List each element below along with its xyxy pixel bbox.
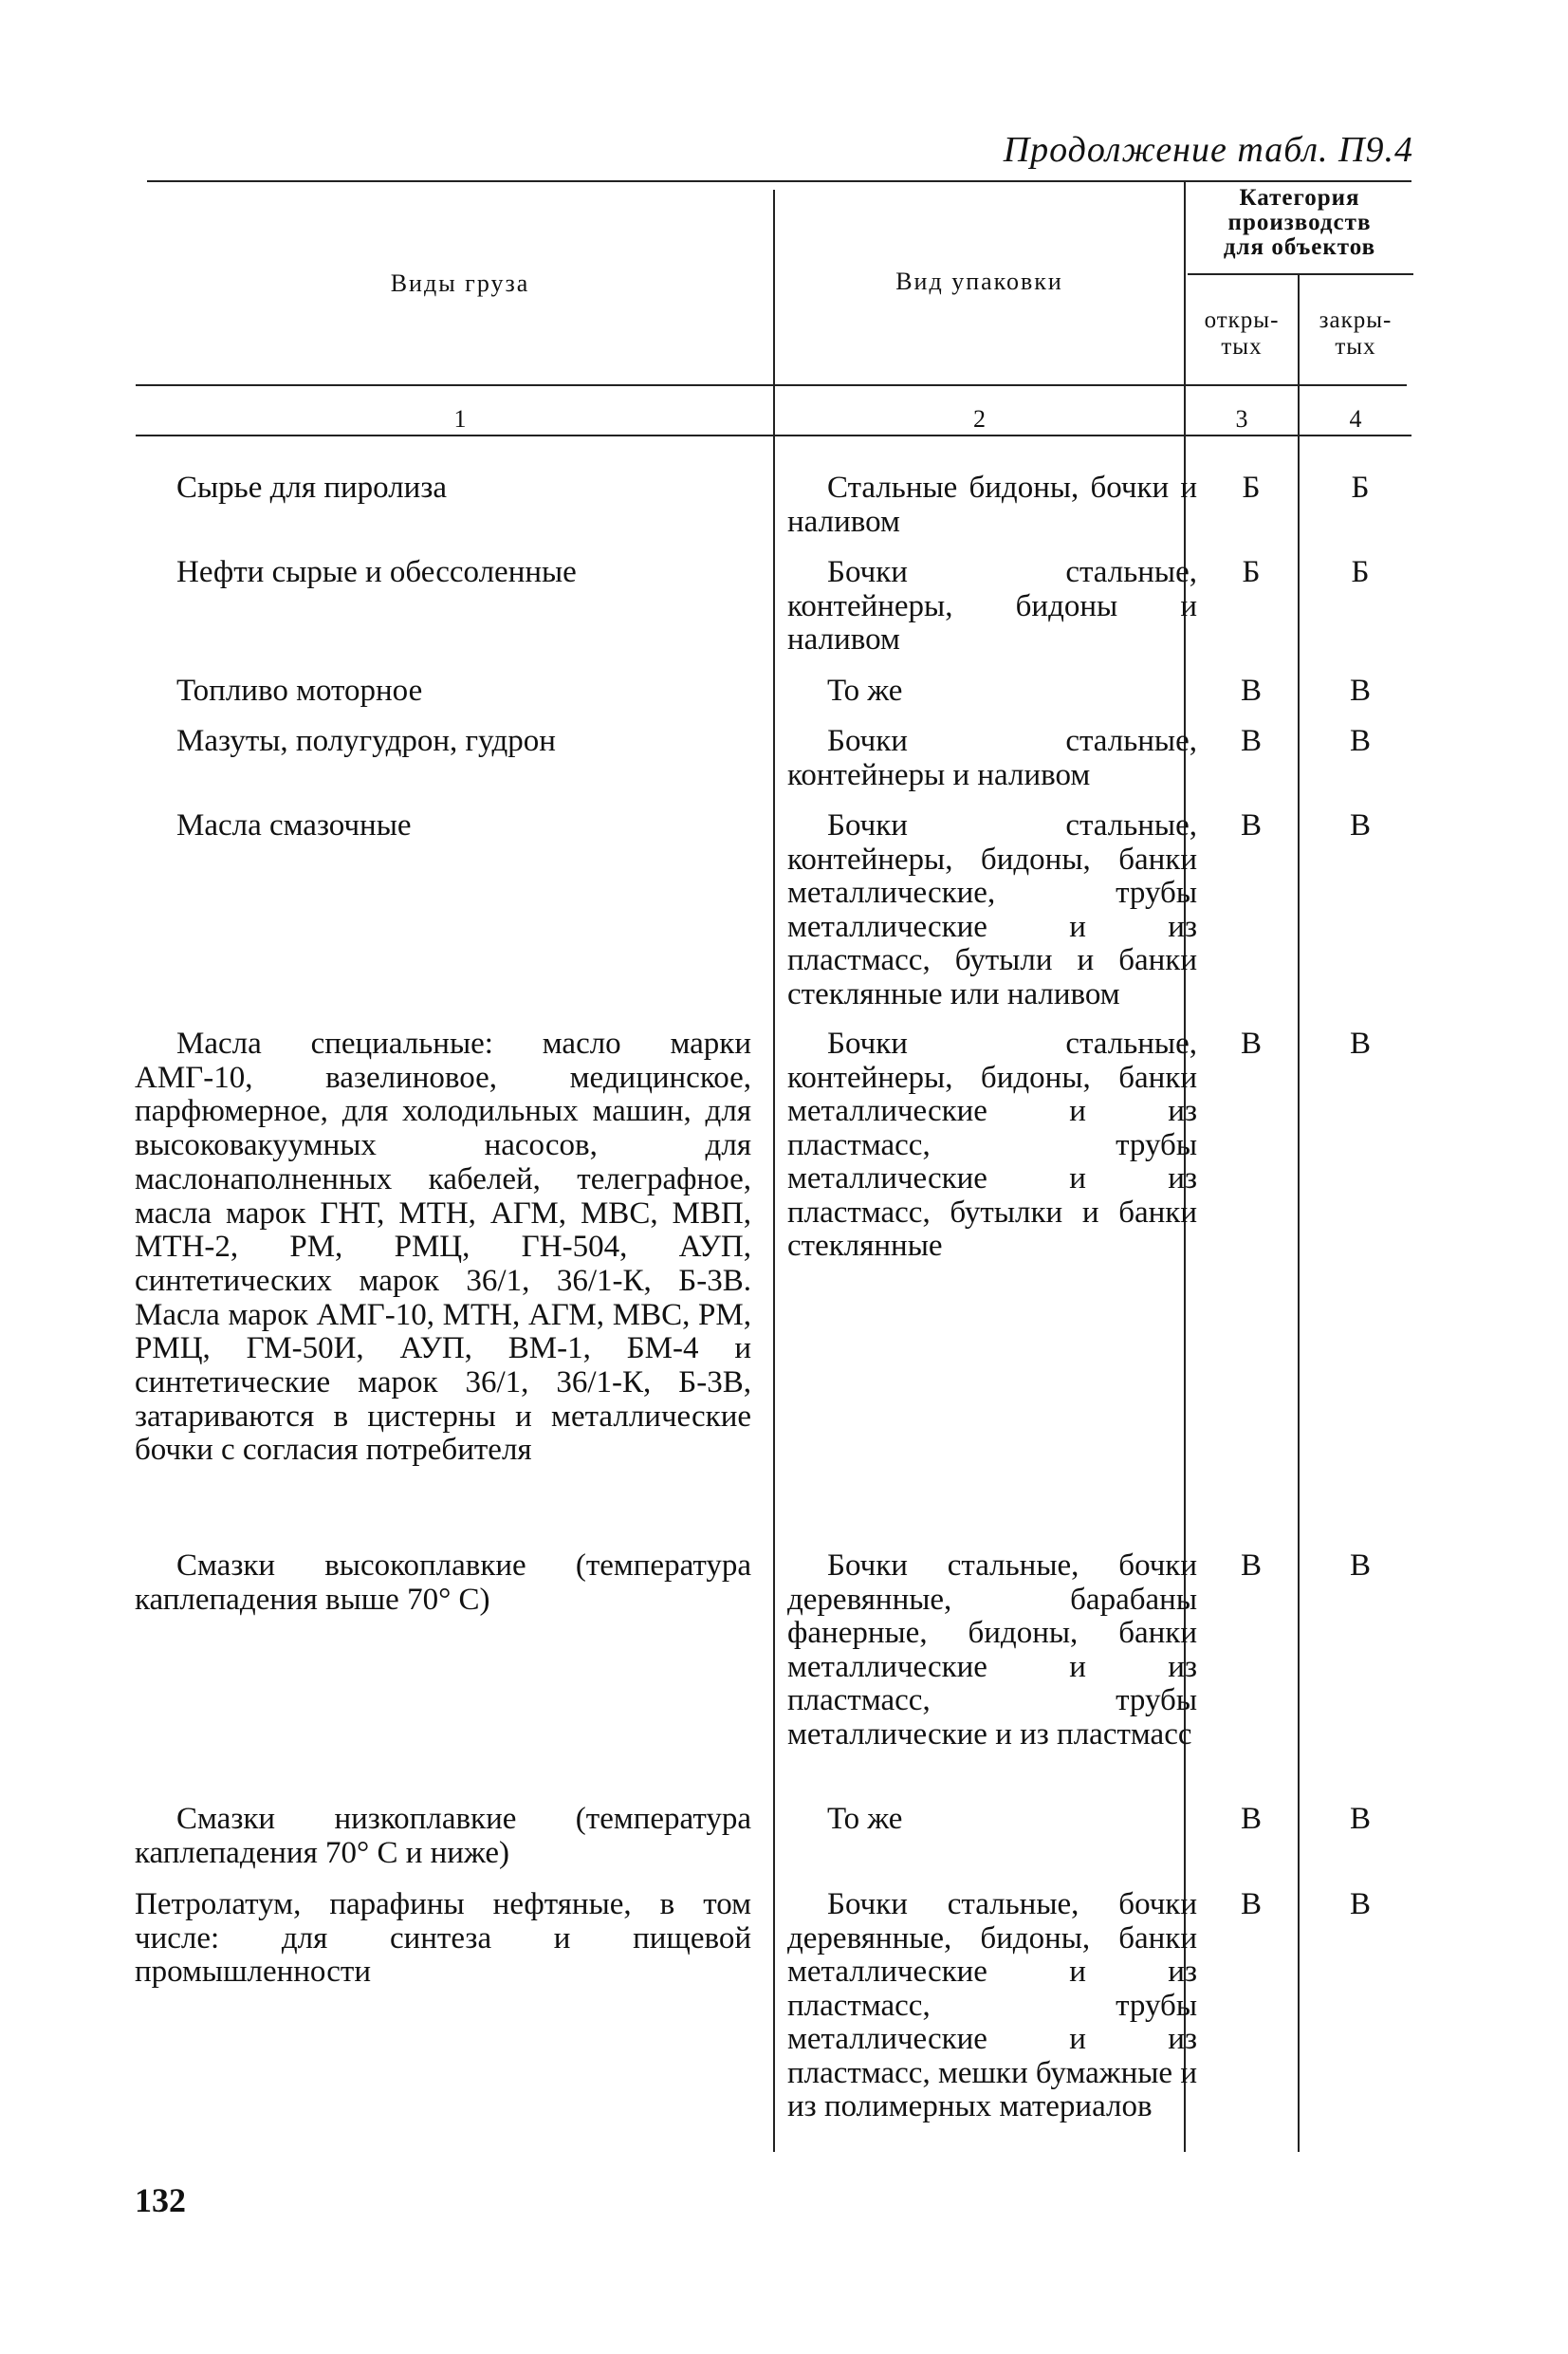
- header-packaging: Вид упаковки: [895, 268, 1063, 295]
- row-6-closed: В: [1349, 1027, 1371, 1061]
- row-4-closed: В: [1349, 724, 1371, 758]
- column-number-1: 1: [453, 405, 467, 433]
- row-9-open: В: [1240, 1887, 1262, 1921]
- row-4-packaging: Бочки стальные, контейнеры и наливом: [787, 724, 1197, 792]
- row-1-closed: Б: [1351, 471, 1370, 505]
- row-2-closed: Б: [1351, 555, 1370, 589]
- row-2-open: Б: [1242, 555, 1261, 589]
- row-3-closed: В: [1349, 674, 1371, 708]
- column-number-4: 4: [1349, 405, 1362, 433]
- row-8-packaging: То же: [827, 1802, 903, 1836]
- row-5-open: В: [1240, 808, 1262, 843]
- row-1-cargo: Сырье для пиролиза: [176, 471, 448, 505]
- row-7-packaging: Бочки стальные, бочки деревянные, барабаны фанерные, бидоны, банки металлические и из пластмасс, трубы металлические и из пластмасс: [787, 1548, 1197, 1752]
- row-5-packaging: Бочки стальные, контейнеры, бидоны, банки металлические, трубы металлические и из пластмасс, бутыли и банки стеклянные или наливом: [787, 808, 1197, 1011]
- row-9-closed: В: [1349, 1887, 1371, 1921]
- column-divider-1: [773, 190, 775, 2152]
- row-9-packaging: Бочки стальные, бочки деревянные, бидоны, банки металлические и из пластмасс, трубы металлические и из пластмасс, мешки бумажные и из полимерных материалов: [787, 1887, 1197, 2123]
- table-top-rule: [147, 180, 1411, 182]
- row-1-packaging: Стальные бидоны, бочки и наливом: [787, 471, 1197, 539]
- header-bottom-rule: [136, 384, 1407, 386]
- row-9-cargo: Петролатум, парафины нефтяные, в том числе: для синтеза и пищевой промышленности: [135, 1887, 751, 1989]
- row-3-packaging: То же: [827, 674, 903, 708]
- row-3-cargo: Топливо моторное: [176, 674, 423, 708]
- category-rule: [1188, 273, 1413, 275]
- row-7-open: В: [1240, 1548, 1262, 1583]
- row-4-open: В: [1240, 724, 1262, 758]
- header-open-objects: откры- тых: [1204, 307, 1280, 360]
- row-2-packaging: Бочки стальные, контейнеры, бидоны и наливом: [787, 555, 1197, 657]
- row-8-closed: В: [1349, 1802, 1371, 1836]
- row-6-cargo: Масла специальные: масло марки АМГ-10, вазелиновое, медицинское, парфюмерное, для холодильных машин, для высоковакуумных насосов, для маслонаполненных кабелей, телеграфное, масла марок ГНТ, МТН, АГМ, МВС, МВП, МТН-2, РМ, РМЦ, ГН-504, АУП, синтетических марок 36/1, 36/1-К, Б-3В. Масла марок АМГ-10, МТН, АГМ, МВС, РМ, РМЦ, ГМ-50И, АУП, ВМ-1, БМ-4 и синтетические марок 36/1, 36/1-К, Б-3В, затариваются в цистерны и металлические бочки с согласия потребителя: [135, 1027, 751, 1468]
- table-caption: Продолжение табл. П9.4: [1003, 130, 1413, 170]
- row-5-cargo: Масла смазочные: [176, 808, 412, 843]
- page-number: 132: [135, 2181, 186, 2219]
- column-number-3: 3: [1235, 405, 1248, 433]
- row-5-closed: В: [1349, 808, 1371, 843]
- row-8-cargo: Смазки низкоплавкие (температура каплепадения 70° С и ниже): [135, 1802, 751, 1870]
- row-4-cargo: Мазуты, полугудрон, гудрон: [176, 724, 556, 758]
- row-2-cargo: Нефти сырые и обессоленные: [176, 555, 577, 589]
- row-6-open: В: [1240, 1027, 1262, 1061]
- header-category: Категория производств для объектов: [1223, 185, 1376, 260]
- row-8-open: В: [1240, 1802, 1262, 1836]
- header-closed-objects: закры- тых: [1319, 307, 1393, 360]
- column-number-2: 2: [973, 405, 986, 433]
- row-7-closed: В: [1349, 1548, 1371, 1583]
- row-6-packaging: Бочки стальные, контейнеры, бидоны, банки металлические и из пластмасс, трубы металлические и из пластмасс, бутылки и банки стеклянные: [787, 1027, 1197, 1263]
- header-cargo-types: Виды груза: [390, 269, 530, 297]
- column-divider-3: [1298, 275, 1300, 2152]
- row-3-open: В: [1240, 674, 1262, 708]
- row-1-open: Б: [1242, 471, 1261, 505]
- row-7-cargo: Смазки высокоплавкие (температура каплепадения выше 70° С): [135, 1548, 751, 1617]
